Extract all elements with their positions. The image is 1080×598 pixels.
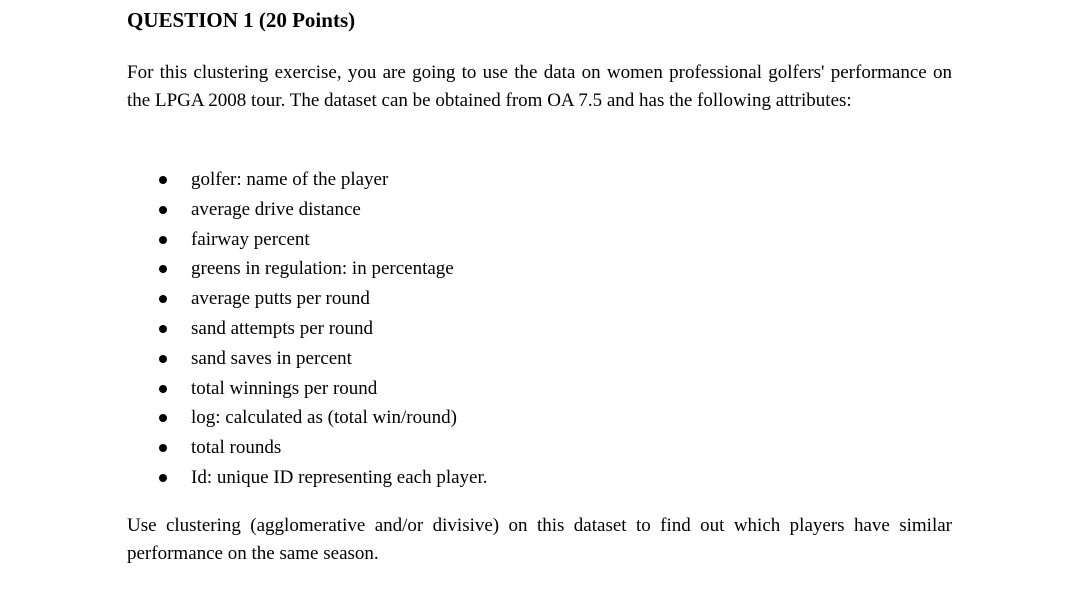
- attribute-text: average drive distance: [191, 198, 361, 220]
- list-item: [127, 195, 488, 225]
- outro-paragraph: Use clustering (agglomerative and/or divisive) on this dataset to find out which players have similar performance on the same season.: [127, 515, 952, 564]
- bullet-icon: [159, 206, 167, 214]
- list-item: [127, 165, 488, 195]
- list-item: [127, 374, 488, 404]
- attribute-text: log: calculated as (total win/round): [191, 407, 457, 429]
- list-item: [127, 254, 488, 284]
- list-item: [127, 314, 488, 344]
- list-item: [127, 403, 488, 433]
- attribute-text: sand attempts per round: [191, 317, 374, 339]
- bullet-icon: [159, 265, 167, 273]
- bullet-icon: [159, 325, 167, 333]
- list-item: [127, 433, 488, 463]
- bullet-icon: [159, 444, 167, 452]
- bullet-icon: [159, 295, 167, 303]
- bullet-icon: [159, 474, 167, 482]
- attribute-list: [127, 165, 488, 493]
- bullet-icon: [159, 176, 167, 184]
- attribute-text: golfer: name of the player: [191, 169, 389, 190]
- list-item: [127, 225, 488, 255]
- question-heading: QUESTION 1 (20 Points): [127, 8, 356, 32]
- intro-paragraph: For this clustering exercise, you are going to use the data on women professional golfers' performance on the LPGA 2008 tour. The dataset can be obtained from OA 7.5 and has the following attributes:: [127, 62, 952, 111]
- attribute-text: sand saves in percent: [191, 347, 352, 369]
- attribute-text: total rounds: [191, 437, 282, 459]
- list-item: [127, 284, 488, 314]
- attribute-text: fairway percent: [191, 228, 310, 250]
- bullet-icon: [159, 236, 167, 244]
- attribute-text: Id: unique ID representing each player.: [191, 466, 488, 488]
- bullet-icon: [159, 355, 167, 363]
- attribute-text: total winnings per round: [191, 377, 378, 399]
- bullet-icon: [159, 385, 167, 393]
- list-item: [127, 463, 488, 493]
- bullet-icon: [159, 414, 167, 422]
- attribute-text: greens in regulation: in percentage: [191, 258, 454, 280]
- attribute-text: average putts per round: [191, 288, 370, 310]
- list-item: [127, 344, 488, 374]
